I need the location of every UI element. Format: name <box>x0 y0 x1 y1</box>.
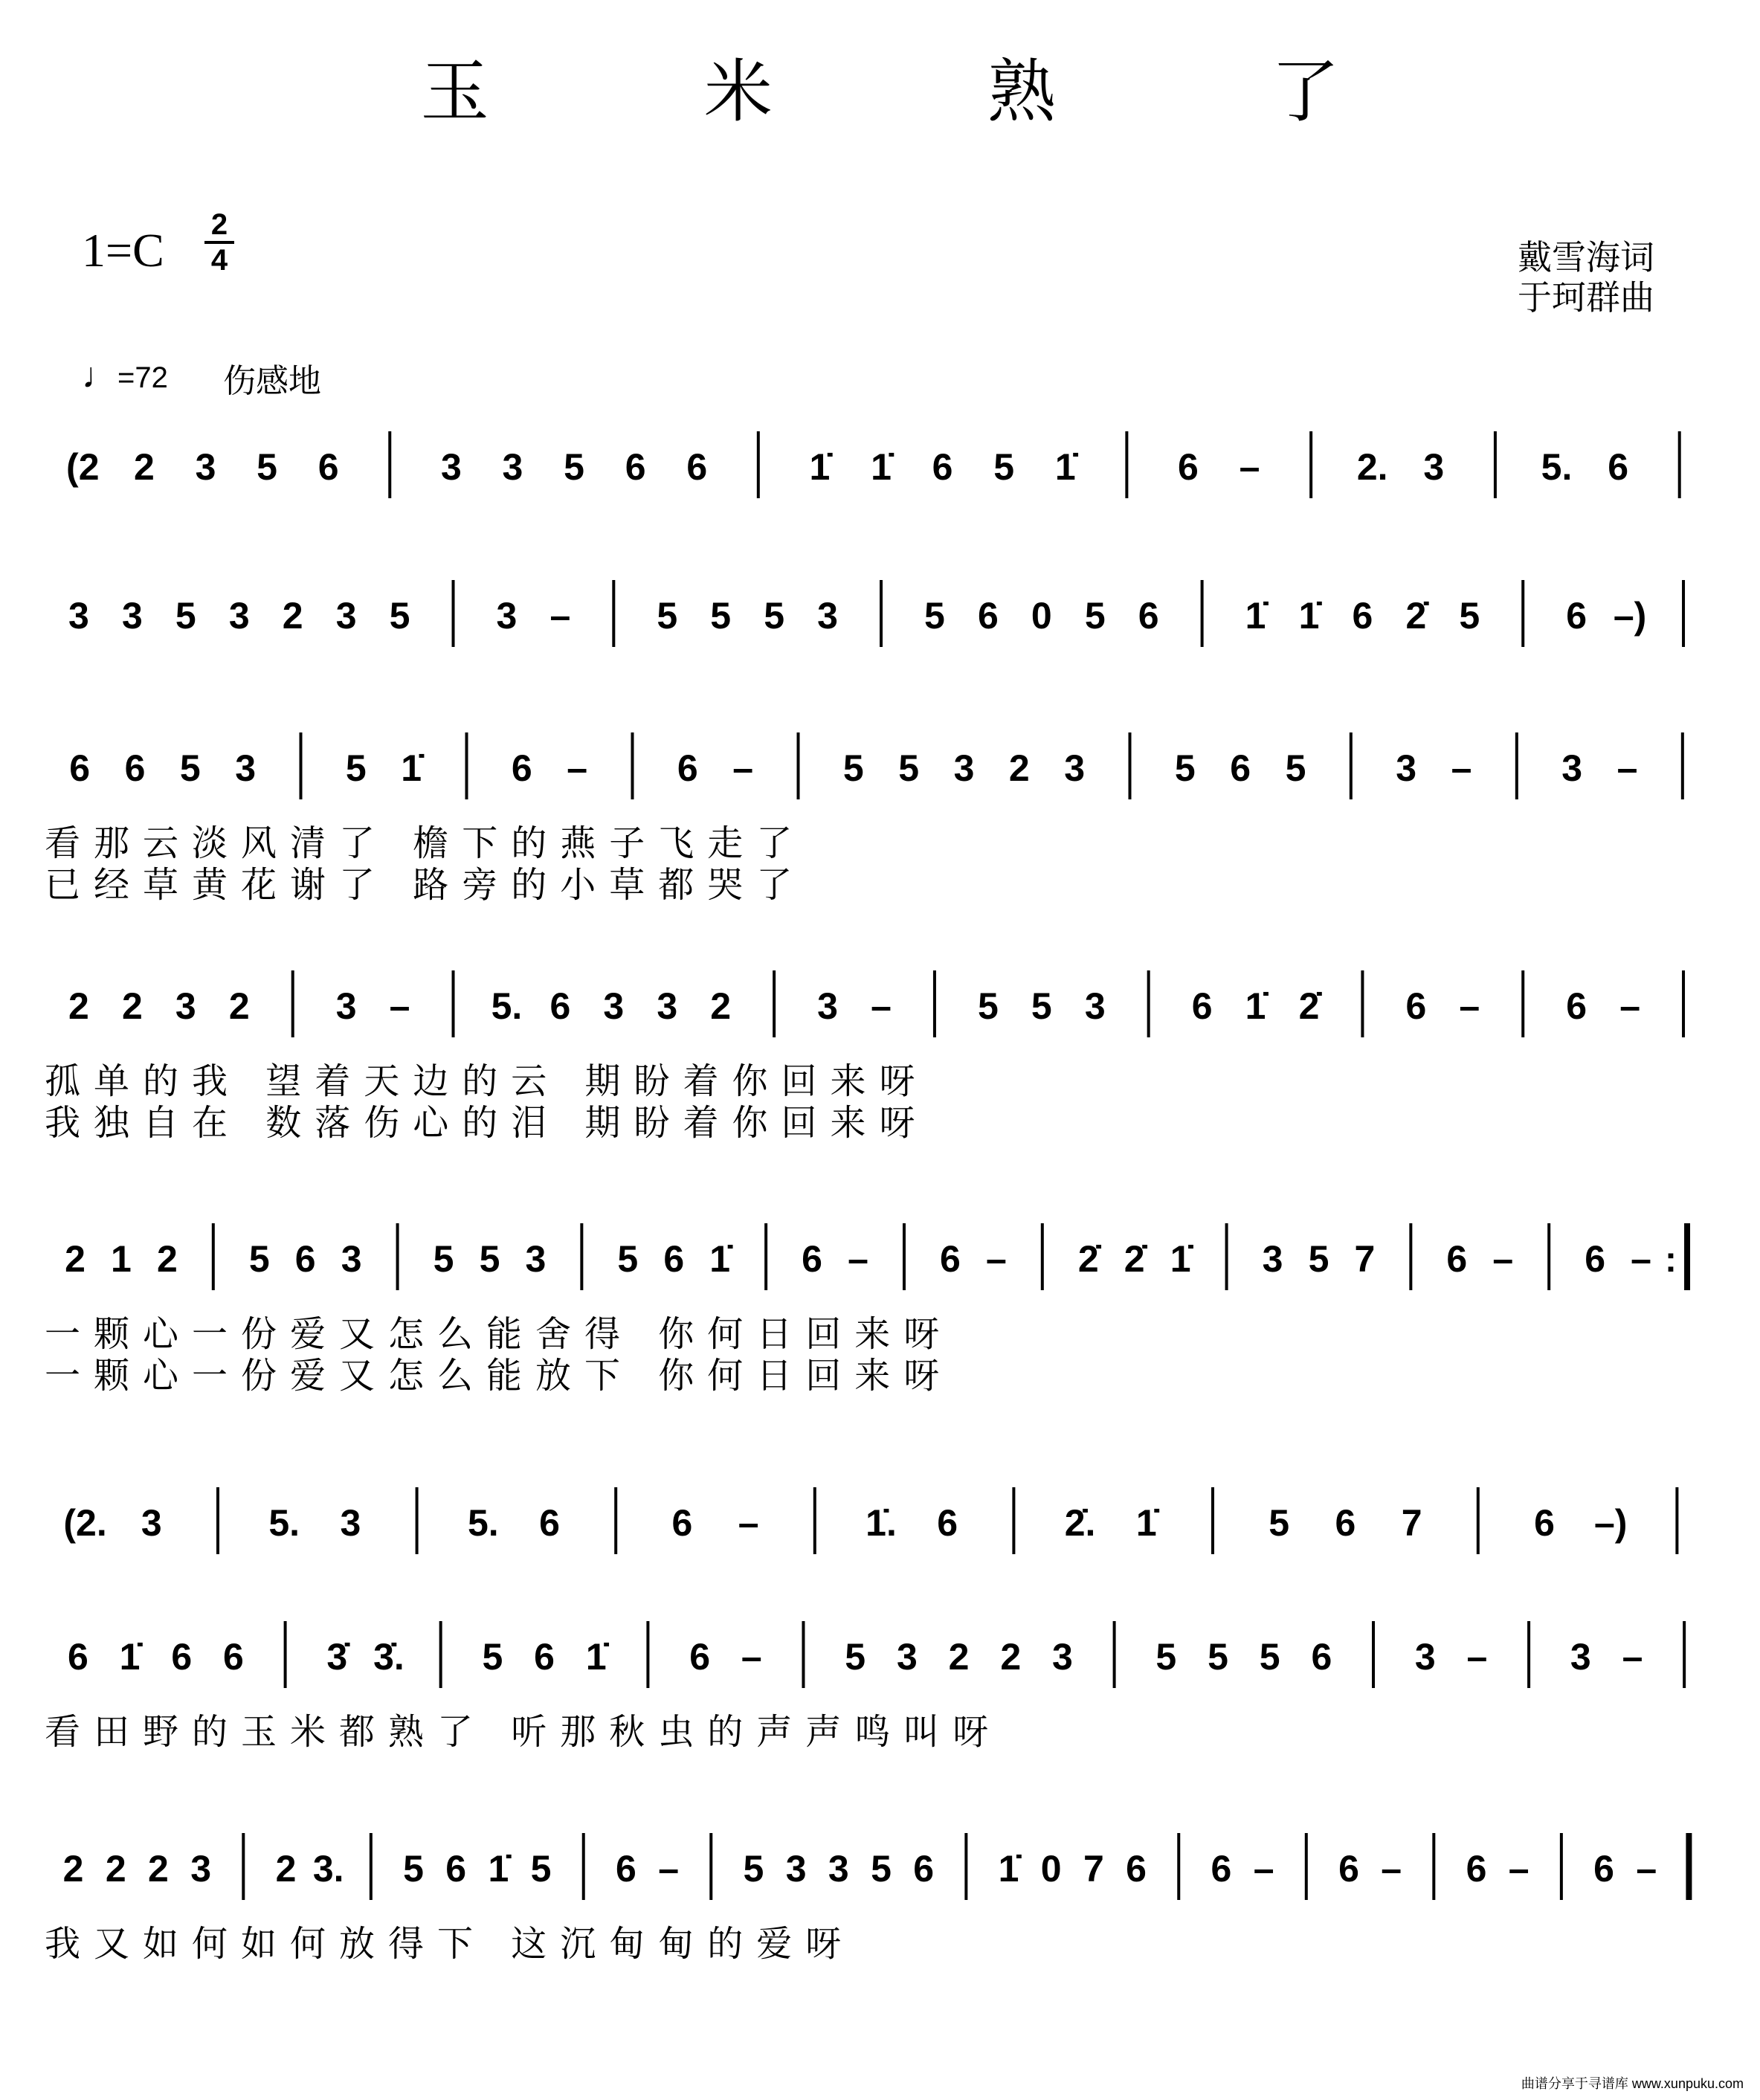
note: – <box>871 985 892 1027</box>
note: 5 <box>403 1848 424 1890</box>
note: 5 <box>179 747 201 789</box>
note: 2 <box>710 985 732 1027</box>
note: 3 <box>121 595 143 637</box>
note: 6 <box>977 595 999 637</box>
note: 3 <box>525 1238 547 1280</box>
time-signature-bottom: 4 <box>210 244 228 277</box>
quarter-note-icon: ♩ <box>82 356 117 396</box>
note: 5 <box>924 595 945 637</box>
lyric-line: 我又如何如何放得下 这沉甸甸的爱呀 <box>45 1923 855 1965</box>
note: 1̇ <box>1298 595 1320 637</box>
note: 3 <box>817 985 838 1027</box>
note: – <box>1459 985 1480 1027</box>
note: 3 <box>175 985 196 1027</box>
note: 2 <box>133 446 155 488</box>
note: 5 <box>479 1238 500 1280</box>
note: – <box>1619 985 1641 1027</box>
note: 6 <box>1585 1238 1606 1280</box>
note: 5 <box>871 1848 892 1890</box>
note: 1̇ <box>488 1848 509 1890</box>
note: 6 <box>802 1238 822 1280</box>
note: 6 <box>511 747 532 789</box>
note: – <box>1253 1848 1274 1890</box>
composer-credit: 于珂群曲 <box>1518 277 1654 318</box>
note: 5 <box>1459 595 1480 637</box>
tempo-value: =72 <box>117 361 168 394</box>
note: 6 <box>686 446 708 488</box>
note: 5 <box>842 747 864 789</box>
note: 5. <box>1541 446 1573 488</box>
note: 1 <box>111 1238 132 1280</box>
note: 5 <box>564 446 584 488</box>
note: 5 <box>1155 1636 1177 1678</box>
note: 5 <box>1031 985 1052 1027</box>
note: 5. <box>467 1502 499 1544</box>
note: 3 <box>141 1502 162 1544</box>
note: 3 <box>235 747 257 789</box>
note: 2 <box>121 985 143 1027</box>
note: 6 <box>663 1238 685 1280</box>
note: 6 <box>1593 1848 1614 1890</box>
note: 6 <box>124 747 146 789</box>
note: 6 <box>937 1502 958 1544</box>
note: 3 <box>496 595 518 637</box>
note: 5 <box>743 1848 764 1890</box>
note: 6 <box>689 1636 710 1678</box>
note: 1̇ <box>809 446 831 488</box>
note: 6 <box>294 1238 316 1280</box>
note: – <box>1381 1848 1402 1890</box>
note: 6 <box>1126 1848 1147 1890</box>
note: 6 <box>1566 985 1587 1027</box>
note: 2 <box>948 1636 970 1678</box>
note: 3̇. <box>373 1636 404 1678</box>
note: 3 <box>657 985 678 1027</box>
note: 5 <box>764 595 785 637</box>
lyric-line: 看田野的玉米都熟了 听那秋虫的声声鸣叫呀 <box>45 1711 1002 1753</box>
note: 5 <box>977 985 999 1027</box>
note: 5 <box>482 1636 503 1678</box>
note: – <box>741 1636 762 1678</box>
note: 3. <box>312 1848 344 1890</box>
note: 3 <box>68 595 89 637</box>
note: 6 <box>940 1238 961 1280</box>
note: 3 <box>785 1848 807 1890</box>
note: 6 <box>1608 446 1629 488</box>
note: 2 <box>65 1238 86 1280</box>
note: 2 <box>228 985 250 1027</box>
note: 1̇ <box>871 446 892 488</box>
page-title: 玉 米 熟 了 <box>420 52 1437 132</box>
note: 3 <box>603 985 625 1027</box>
note: 2 <box>156 1238 178 1280</box>
note: – <box>1466 1636 1488 1678</box>
note: – <box>1636 1848 1657 1890</box>
note: 6 <box>1466 1848 1487 1890</box>
note: 2̇ <box>1124 1238 1145 1280</box>
note: 3 <box>1423 446 1445 488</box>
note: 2 <box>105 1848 126 1890</box>
note: 6 <box>1311 1636 1332 1678</box>
note: 3 <box>190 1848 212 1890</box>
lyric-line: 一颗心一份爱又怎么能放下 你何日回来呀 <box>45 1355 953 1397</box>
note: 3 <box>335 595 357 637</box>
note: 5 <box>993 446 1015 488</box>
note: 6 <box>1178 446 1199 488</box>
note: 6 <box>317 446 339 488</box>
note: 5 <box>1084 595 1106 637</box>
note: 5 <box>530 1848 552 1890</box>
note: 6 <box>1534 1502 1555 1544</box>
note: 2̇ <box>1077 1238 1099 1280</box>
note: 1̇ <box>585 1636 607 1678</box>
note: 1̇ <box>709 1238 731 1280</box>
note: 5 <box>257 446 277 488</box>
note: – <box>1616 747 1638 789</box>
note: 3 <box>817 595 838 637</box>
note: 6 <box>534 1636 555 1678</box>
note: 6 <box>1191 985 1213 1027</box>
note: 3 <box>1064 747 1086 789</box>
note: 7 <box>1354 1238 1376 1280</box>
note: 1̇ <box>998 1848 1019 1890</box>
note: 2 <box>275 1848 297 1890</box>
note: 5 <box>710 595 732 637</box>
note: – <box>549 595 571 637</box>
note: 3 <box>1262 1238 1283 1280</box>
note: 5 <box>433 1238 454 1280</box>
note: 5 <box>248 1238 270 1280</box>
note: – <box>1508 1848 1529 1890</box>
note: 6 <box>671 1502 693 1544</box>
note: – <box>738 1502 759 1544</box>
note: 7 <box>1083 1848 1104 1890</box>
note: 6 <box>1230 747 1251 789</box>
note: 1̇ <box>1245 595 1266 637</box>
note: 5 <box>657 595 678 637</box>
note: – <box>1622 1636 1643 1678</box>
note: 7 <box>1401 1502 1422 1544</box>
note: 5 <box>1308 1238 1329 1280</box>
note: – <box>567 747 588 789</box>
note: – <box>658 1848 680 1890</box>
note: – <box>1631 1238 1651 1280</box>
note: 6 <box>171 1636 193 1678</box>
lyric-line: 看那云淡风清了 檐下的燕子飞走了 <box>45 822 806 864</box>
lyric-line: 一颗心一份爱又怎么能舍得 你何日回来呀 <box>45 1313 953 1355</box>
note: 1̇ <box>401 747 422 789</box>
note: 5 <box>389 595 410 637</box>
note: 1̇ <box>119 1636 141 1678</box>
note: 6 <box>625 446 646 488</box>
note: 6 <box>223 1636 244 1678</box>
note: 6 <box>549 985 571 1027</box>
note: 3 <box>502 446 523 488</box>
note: (2. <box>63 1502 107 1544</box>
note: 5 <box>1208 1636 1228 1678</box>
note: 1̇. <box>866 1502 897 1544</box>
note: 5 <box>1269 1502 1290 1544</box>
note: 5. <box>491 985 523 1027</box>
footer-credit: 曲谱分享于寻谱库 www.xunpuku.com <box>1521 2076 1744 2091</box>
note: 0 <box>1040 1848 1062 1890</box>
note: 2 <box>1008 747 1030 789</box>
note: 3 <box>340 1502 361 1544</box>
note: 6 <box>616 1848 636 1890</box>
note: –) <box>1593 1502 1628 1544</box>
note: 6 <box>69 747 91 789</box>
note: 2 <box>1000 1636 1022 1678</box>
expression-marking: 伤感地 <box>223 362 321 400</box>
note: 1̇ <box>1245 985 1266 1027</box>
note: – <box>848 1238 868 1280</box>
note: 2 <box>62 1848 84 1890</box>
note: 6 <box>1446 1238 1468 1280</box>
note: 1̇ <box>1054 446 1076 488</box>
note: 1̇ <box>1170 1238 1191 1280</box>
note: 6 <box>677 747 698 789</box>
lyric-line: 已经草黄花谢了 路旁的小草都哭了 <box>45 864 806 906</box>
note: 3 <box>228 595 250 637</box>
lyricist-credit: 戴雪海词 <box>1518 237 1654 277</box>
note: 6 <box>1566 595 1587 637</box>
note: 3 <box>335 985 357 1027</box>
note: 2 <box>68 985 89 1027</box>
note: – <box>389 985 410 1027</box>
note: – <box>1492 1238 1514 1280</box>
note: – <box>1239 446 1260 488</box>
note: – <box>732 747 754 789</box>
note: 3 <box>1396 747 1417 789</box>
note: 2̇. <box>1064 1502 1096 1544</box>
note: 2̇ <box>1405 595 1427 637</box>
note: 6 <box>932 446 953 488</box>
note: 5. <box>268 1502 300 1544</box>
note: 0 <box>1031 595 1052 637</box>
note: 6 <box>1352 595 1373 637</box>
note: 3 <box>1570 1636 1591 1678</box>
note: 6 <box>1405 985 1427 1027</box>
note: 5 <box>1285 747 1306 789</box>
note: 6 <box>67 1636 88 1678</box>
note: 3 <box>341 1238 362 1280</box>
note: 3 <box>953 747 975 789</box>
note: 5 <box>175 595 196 637</box>
key-signature: 1=C <box>82 224 164 277</box>
lyric-line: 我独自在 数落伤心的泪 期盼着你回来呀 <box>45 1102 929 1144</box>
note: – <box>1451 747 1472 789</box>
note: –) <box>1613 595 1647 637</box>
note: – <box>985 1238 1007 1280</box>
note: 5 <box>617 1238 639 1280</box>
note: 3 <box>1052 1636 1073 1678</box>
note: (2 <box>66 446 100 488</box>
note: 3 <box>1414 1636 1436 1678</box>
note: 1̇ <box>1135 1502 1157 1544</box>
note: 6 <box>1338 1848 1359 1890</box>
note: 2̇ <box>1298 985 1320 1027</box>
note: 5 <box>1259 1636 1280 1678</box>
repeat-sign: : <box>1665 1240 1677 1280</box>
note: 3 <box>440 446 462 488</box>
note: 6 <box>1138 595 1159 637</box>
note: 5 <box>345 747 367 789</box>
note: 5 <box>898 747 920 789</box>
note: 6 <box>1335 1502 1356 1544</box>
note: 3̇ <box>326 1636 348 1678</box>
note: 2 <box>282 595 303 637</box>
note: 3 <box>1561 747 1583 789</box>
note: 6 <box>445 1848 467 1890</box>
note: 3 <box>828 1848 849 1890</box>
note: 6 <box>539 1502 560 1544</box>
note: 5 <box>1174 747 1196 789</box>
note: 2. <box>1356 446 1388 488</box>
note: 3 <box>896 1636 918 1678</box>
note: 6 <box>1211 1848 1232 1890</box>
note: 2 <box>148 1848 169 1890</box>
note: 5 <box>845 1636 866 1678</box>
time-signature-top: 2 <box>210 208 228 241</box>
lyric-line: 孤单的我 望着天边的云 期盼着你回来呀 <box>45 1060 929 1102</box>
note: 3 <box>195 446 216 488</box>
note: 6 <box>913 1848 935 1890</box>
note: 3 <box>1084 985 1106 1027</box>
